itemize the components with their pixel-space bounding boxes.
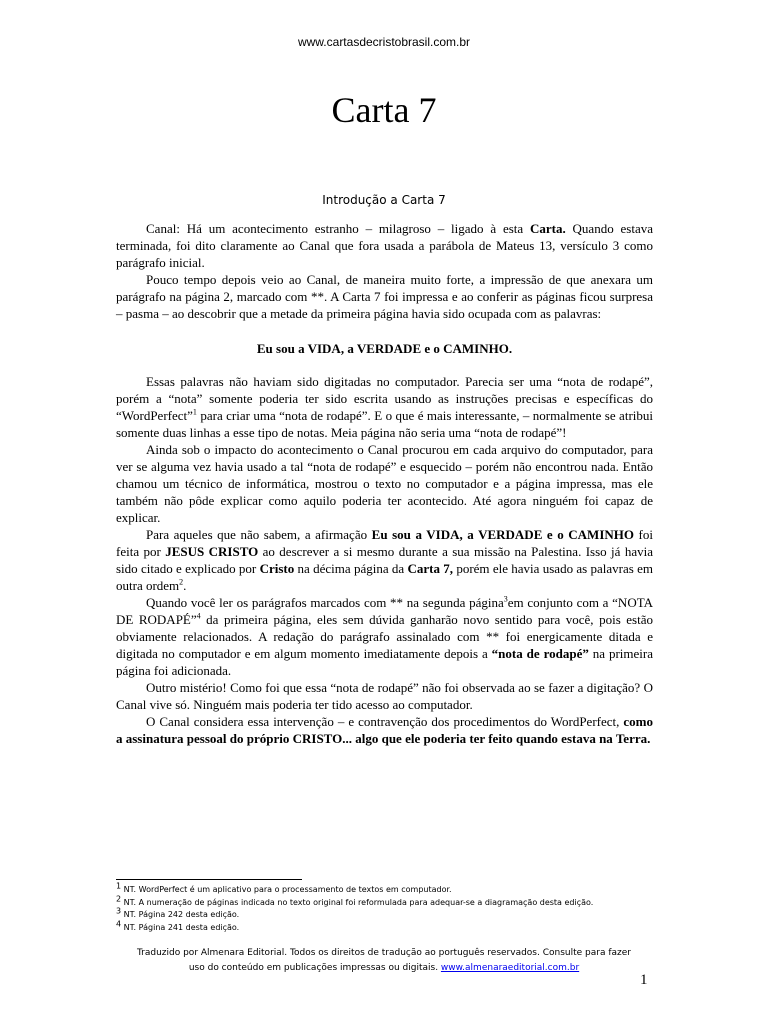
paragraph-8 [116,713,653,747]
bold-text: Cristo [259,561,295,576]
credits-text: uso do conteúdo em publicações impressas ou digitais. [188,963,441,973]
credits-line-1: Traduzido por Almenara Editorial. Todos os direitos de tradução ao português reservados. Consulte para fazer [136,948,631,958]
paragraph-text: na décima página da [294,561,408,576]
footnote-number: 4 [116,918,122,928]
paragraph-text: Ainda sob o impacto do acontecimento o Canal procurou em cada arquivo do computador, para ver se alguma vez havia usado a tal “nota de rodapé” e esquecido – porém não encontrou nada. Então chamou um técnico de informática, mostrou o texto no computador e a página impressa, mas ele também não pôde explicar como aquilo poderia ter acontecido. Até agora ninguém foi capaz de explicar. [116,442,653,525]
paragraph-text: Quando estava terminada, foi dito claramente ao Canal que fora usada a parábola de Mateus 13, versículo 3 como parágrafo inicial. [116,221,654,270]
page-title: Carta 7 [331,90,437,130]
footnote-text: NT. WordPerfect é um aplicativo para o processamento de textos em computador. [121,885,452,894]
bold-text: como a assinatura pessoal do próprio CRISTO... algo que ele poderia ter feito quando estava na Terra. [116,714,653,746]
paragraph-3 [116,373,653,441]
paragraph-text: O Canal considera essa intervenção – e contravenção dos procedimentos do WordPerfect, [146,714,624,729]
paragraph-2 [116,271,653,322]
paragraph-4 [116,441,653,526]
paragraph-text: ao descrever a si mesmo durante a sua missão na Palestina. Isso já havia sido citado e explicado por [116,544,653,576]
section-subtitle: Introdução a Carta 7 [322,193,446,207]
paragraph-text: na primeira página foi adicionada. [116,646,653,678]
footnotes [116,881,676,934]
bold-text: Eu sou a VIDA, a VERDADE e o CAMINHO [371,527,634,542]
paragraph-text: . [183,578,187,593]
paragraph-7 [116,679,653,713]
paragraph-text: da primeira página, eles sem dúvida ganharão novo sentido para você, pois estão obviamente relacionados. A redação do parágrafo assinalado com ** foi energicamente ditada e digitada no computador e em algum momento imediatamente depois a [116,612,653,661]
footnote-2 [116,893,676,910]
paragraph-text: Canal: Há um acontecimento estranho – milagroso – ligado à esta [146,221,530,236]
footnote-ref[interactable]: 1 [192,407,197,417]
footnote-number: 2 [116,893,122,903]
paragraph-text: Outro mistério! Como foi que essa “nota de rodapé” não foi observada ao se fazer a digitação? O Canal vive só. Ninguém mais poderia ter tido acesso ao computador. [116,680,653,712]
bold-text: Carta 7, [407,561,454,576]
credits-line-2 [96,961,672,976]
paragraph-6 [116,594,653,679]
footnote-3 [116,906,676,922]
footnote-ref[interactable]: 3 [503,594,508,604]
paragraph-text: Para aqueles que não sabem, a afirmação [146,527,372,542]
translation-credits [96,946,672,976]
site-url-header: www.cartasdecristobrasil.com.br [297,35,471,49]
page-number: 1 [640,972,648,988]
footnote-number: 1 [116,881,122,891]
paragraph-5 [116,526,653,594]
letter-body [116,220,653,747]
footnote-text: NT. Página 242 desta edição. [121,910,240,919]
bold-text: “nota de rodapé” [491,646,589,661]
paragraph-text: Pouco tempo depois veio ao Canal, de maneira muito forte, a impressão de que anexara um parágrafo na página 2, marcado com **. A Carta 7 foi impressa e ao conferir as páginas ficou surpresa – pasma – ao descobrir que a metade da primeira página havia sido ocupada com as palavras: [116,272,653,321]
footnote-number: 3 [116,906,122,916]
bold-text: JESUS CRISTO [165,544,259,559]
footnote-text: NT. Página 241 desta edição. [121,922,240,932]
footnote-1 [116,881,676,897]
paragraph-text: Quando você ler os parágrafos marcados com ** na segunda página [146,595,504,610]
bold-text: Carta. [529,221,566,236]
footnote-4 [116,918,676,935]
footnote-text: NT. A numeração de páginas indicada no texto original foi reformulada para adequar-se a diagramação desta edição. [121,897,594,907]
paragraph-text: Essas palavras não haviam sido digitadas no computador. Parecia ser uma “nota de rodapé”, porém a “nota” somente poderia ter sido escrita usando as instruções precisas e específicas do “WordPerfect” [116,374,653,423]
footnote-ref[interactable]: 2 [179,577,184,587]
quote-line: Eu sou a VIDA, a VERDADE e o CAMINHO. [256,341,513,356]
publisher-link[interactable]: www.almenaraeditorial.com.br [440,963,580,973]
paragraph-text: para criar uma “nota de rodapé”. E o que é mais interessante, – normalmente se atribui somente duas linhas a esse tipo de notas. Meia página não seria uma “nota de rodapé”! [116,408,653,440]
paragraph-text: porém ele havia usado as palavras em outra ordem [116,561,653,593]
footnote-divider [116,879,302,880]
paragraph-text: em conjunto com a “NOTA DE RODAPÉ” [116,595,653,627]
paragraph-1 [116,220,653,271]
paragraph-text: foi feita por [116,527,653,559]
footnote-ref[interactable]: 4 [196,611,201,621]
